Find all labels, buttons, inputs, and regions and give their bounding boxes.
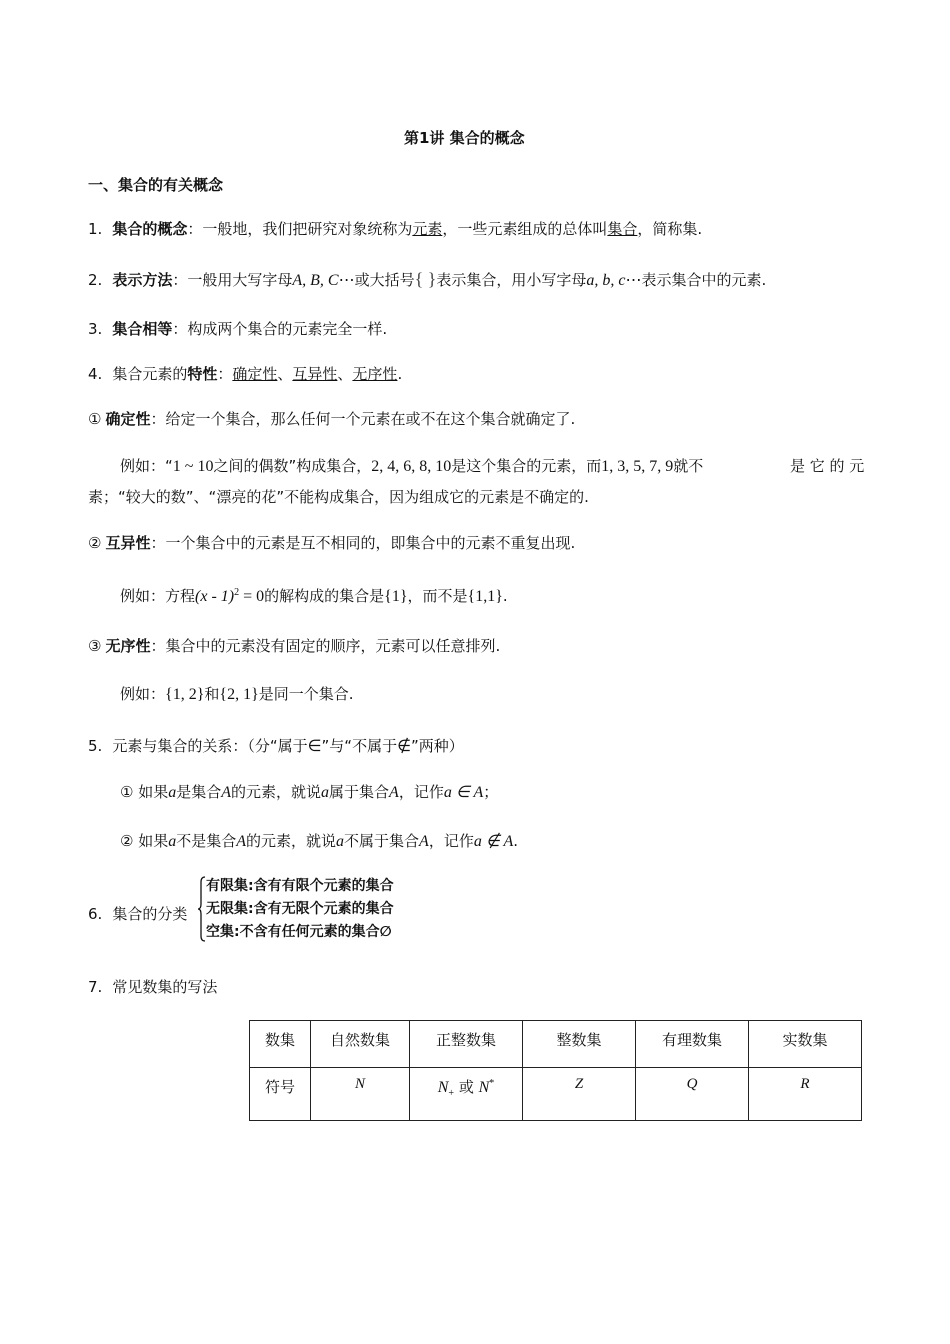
item-number: 5. — [88, 737, 103, 755]
text: ：集合中的元素没有固定的顺序，元素可以任意排列. — [150, 637, 501, 655]
relation-belongs — [120, 782, 498, 803]
table-header-cell: 正整数集 — [410, 1021, 523, 1068]
example-1-line-1-end: 是 它 的 元 — [790, 457, 865, 475]
symbol: ∉ — [397, 738, 412, 755]
text: ，记作 — [398, 783, 444, 801]
table-header-cell: 自然数集 — [311, 1021, 410, 1068]
table-row — [250, 1068, 862, 1121]
math: {1} — [384, 588, 408, 605]
text: 元素与集合的关系：（分“属于 — [112, 737, 308, 755]
text: 、 — [277, 365, 293, 383]
text: ： — [217, 365, 233, 383]
text: ：一个集合中的元素是互不相同的，即集合中的元素不重复出现. — [150, 534, 576, 552]
text: 是集合 — [176, 783, 222, 801]
term-label: 集合相等 — [112, 320, 173, 338]
underlined-term: 确定性 — [232, 365, 278, 383]
braces-symbol: { } — [414, 269, 437, 289]
text: 之间的偶数”构成集合， — [213, 457, 372, 475]
table-header-cell: 整数集 — [523, 1021, 636, 1068]
text: ，而不是 — [407, 587, 468, 605]
ellipsis: ⋯ — [338, 272, 355, 289]
item-1 — [88, 219, 702, 239]
underlined-term: 集合 — [607, 220, 638, 238]
text: 集合的分类 — [112, 905, 188, 923]
text: ① 如果 — [120, 783, 169, 801]
table-header-cell: 有理数集 — [636, 1021, 749, 1068]
text: 的元素，就说 — [246, 832, 337, 850]
ellipsis: ⋯ — [625, 272, 642, 289]
math: {2, 1} — [219, 686, 259, 703]
text: ，一些元素组成的总体叫 — [442, 220, 608, 238]
underlined-term: 元素 — [412, 220, 443, 238]
table-header-cell: 实数集 — [749, 1021, 862, 1068]
text: 例如： — [120, 685, 166, 703]
math: a — [168, 833, 177, 850]
math: A — [236, 833, 247, 850]
page-title: 第1讲 集合的概念 — [404, 129, 525, 147]
text: 或 — [454, 1078, 479, 1096]
text: ：构成两个集合的元素完全一样. — [172, 320, 388, 338]
math: N — [478, 1079, 490, 1096]
item-5 — [88, 736, 464, 757]
exponent: 2 — [234, 587, 240, 598]
math: A — [389, 784, 399, 801]
math: a — [336, 833, 345, 850]
term-label: 表示方法 — [112, 271, 173, 289]
text: 常见数集的写法 — [112, 978, 218, 996]
text: ② 如果 — [120, 832, 169, 850]
symbol: ∈ — [307, 738, 322, 755]
text: ”两种） — [411, 737, 464, 755]
text: ； — [483, 783, 499, 801]
text: 不属于集合 — [344, 832, 420, 850]
math: (x - 1) — [195, 588, 235, 605]
item-number: 4. — [88, 365, 103, 383]
section-heading: 一、集合的有关概念 — [88, 176, 224, 194]
math: = 0 — [239, 588, 265, 605]
text: . — [513, 832, 519, 850]
example-2 — [120, 583, 508, 607]
term-label: 无序性 — [105, 637, 151, 655]
text: ，简称集. — [637, 220, 703, 238]
math: 1 ~ 10 — [172, 458, 214, 475]
math: 1, 3, 5, 7, 9 — [601, 458, 674, 475]
property-distinctness — [88, 533, 575, 553]
math: a, b, c — [586, 272, 626, 289]
item-number: 3. — [88, 320, 103, 338]
text: 就不 — [673, 457, 704, 475]
classification-infinite: 无限集:含有无限个元素的集合 — [206, 901, 394, 917]
item-4 — [88, 364, 402, 384]
math: a — [168, 784, 177, 801]
item-7 — [88, 977, 217, 997]
item-number: 7. — [88, 978, 103, 996]
text: . — [397, 365, 403, 383]
math: N — [437, 1079, 449, 1096]
text: 不是集合 — [176, 832, 237, 850]
text: 例如：方程 — [120, 587, 196, 605]
table-cell: R — [749, 1068, 862, 1121]
text: ”与“不属于 — [321, 737, 398, 755]
item-number: 2. — [88, 271, 103, 289]
text: 或大括号 — [354, 271, 415, 289]
item-number: 6. — [88, 905, 103, 923]
table-cell — [410, 1068, 523, 1121]
subscript: + — [448, 1088, 455, 1099]
table-cell: 符号 — [250, 1068, 311, 1121]
math: {1,1} — [467, 588, 503, 605]
classification-finite: 有限集:含有有限个元素的集合 — [206, 878, 394, 894]
math: a ∈ A — [443, 784, 484, 801]
brace-icon — [198, 876, 206, 942]
classification-empty: 空集:不含有任何元素的集合∅ — [206, 924, 392, 940]
math: a — [321, 784, 330, 801]
example-1-line-2: 素；“较大的数”、“漂亮的花”不能构成集合，因为组成它的元素是不确定的. — [88, 488, 589, 506]
underlined-term: 互异性 — [292, 365, 338, 383]
circled-number: ② — [88, 534, 102, 552]
table-cell: Z — [523, 1068, 636, 1121]
text: 属于集合 — [329, 783, 390, 801]
table-header-row — [250, 1021, 862, 1068]
underlined-term: 无序性 — [352, 365, 398, 383]
superscript: * — [489, 1078, 495, 1089]
table-cell: N — [311, 1068, 410, 1121]
relation-not-belongs — [120, 831, 518, 852]
text: 是这个集合的元素，而 — [451, 457, 602, 475]
math: {1, 2} — [165, 686, 205, 703]
text: ：一般地，我们把研究对象统称为 — [187, 220, 413, 238]
number-sets-table — [249, 1020, 862, 1121]
table-header-cell: 数集 — [250, 1021, 311, 1068]
term-label: 确定性 — [105, 410, 151, 428]
text: 、 — [337, 365, 353, 383]
table-cell: Q — [636, 1068, 749, 1121]
math: A, B, C — [292, 272, 339, 289]
term-label: 互异性 — [105, 534, 151, 552]
item-3 — [88, 319, 387, 339]
text: ：给定一个集合，那么任何一个元素在或不在这个集合就确定了. — [150, 410, 576, 428]
circled-number: ① — [88, 410, 102, 428]
text: 的元素，就说 — [231, 783, 322, 801]
text: . — [502, 587, 508, 605]
property-unordered — [88, 636, 500, 656]
math: 2, 4, 6, 8, 10 — [371, 458, 452, 475]
text: 例如：“ — [120, 457, 173, 475]
text: 集合元素的 — [112, 365, 188, 383]
math: a ∉ A — [473, 833, 514, 850]
example-1-line-1 — [120, 456, 703, 477]
circled-number: ③ — [88, 637, 102, 655]
text: 是同一个集合. — [258, 685, 354, 703]
item-number: 1. — [88, 220, 103, 238]
text: ：一般用大写字母 — [172, 271, 293, 289]
item-6 — [88, 904, 187, 924]
property-determinacy — [88, 409, 575, 429]
text: 表示集合，用小写字母 — [436, 271, 587, 289]
text: 的解构成的集合是 — [264, 587, 385, 605]
term-label: 集合的概念 — [112, 220, 188, 238]
example-3 — [120, 684, 354, 705]
math: A — [221, 784, 232, 801]
text: 和 — [204, 685, 220, 703]
text: 表示集合中的元素. — [641, 271, 767, 289]
math: A — [419, 833, 429, 850]
item-2 — [88, 269, 766, 291]
text: ，记作 — [428, 832, 474, 850]
term-label: 特性 — [187, 365, 218, 383]
